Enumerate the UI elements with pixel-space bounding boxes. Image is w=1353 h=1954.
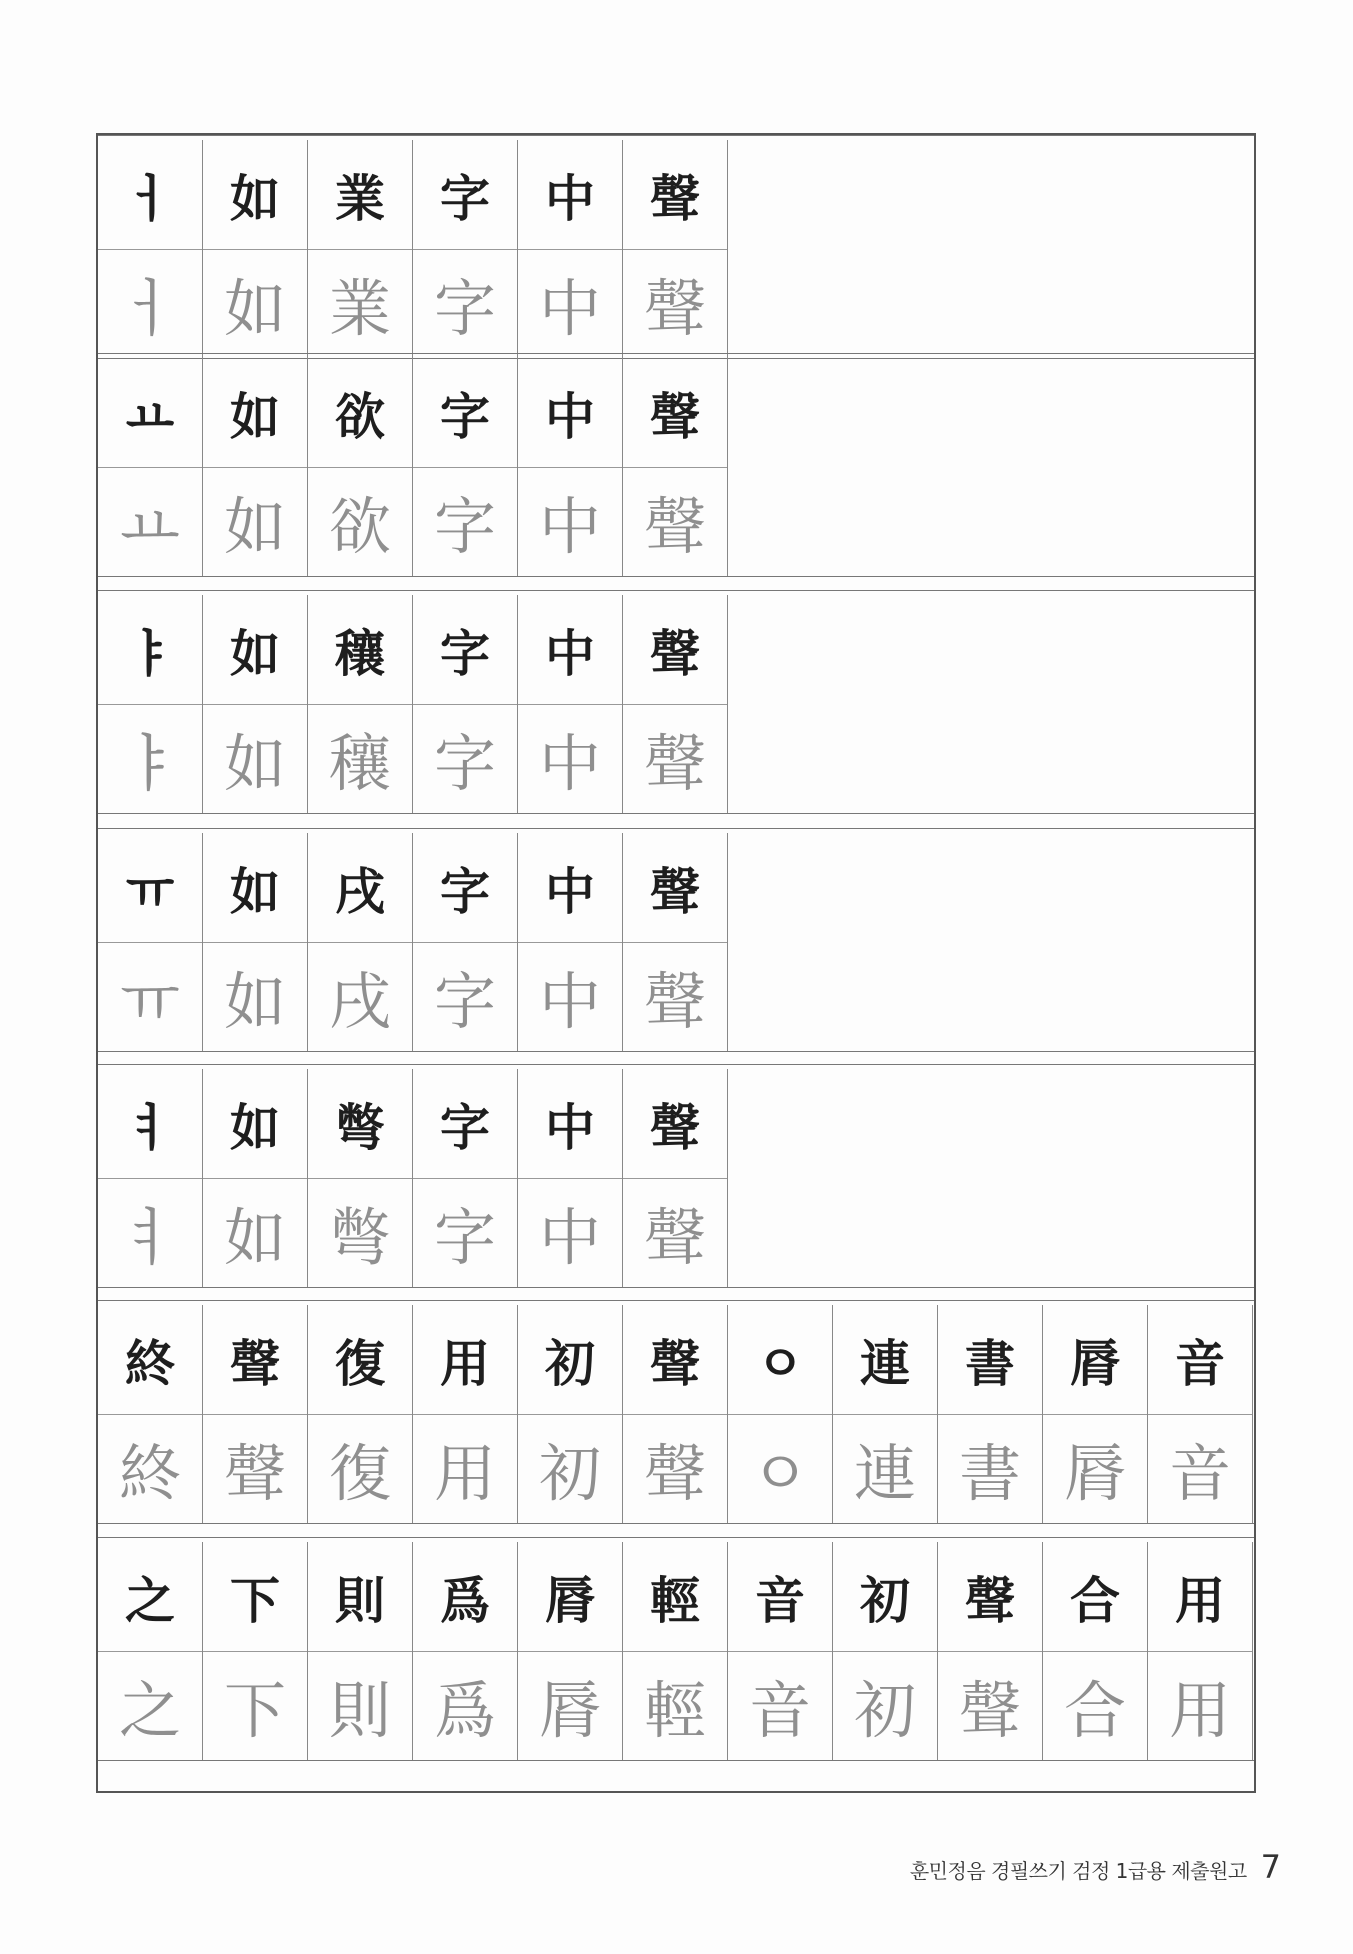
model-character: 下 (203, 1542, 308, 1651)
model-character: 書 (938, 1305, 1043, 1414)
trace-character: ㅑ (98, 704, 203, 813)
model-character: 則 (308, 1542, 413, 1651)
writing-grid-frame (96, 133, 1256, 1793)
trace-character: 音 (728, 1651, 833, 1760)
practice-block (98, 590, 1254, 814)
practice-block (98, 1300, 1254, 1524)
model-character: 音 (1148, 1305, 1253, 1414)
model-character: 聲 (623, 595, 728, 704)
trace-character: 用 (1148, 1651, 1253, 1760)
model-character: 爲 (413, 1542, 518, 1651)
trace-character: 之 (98, 1651, 203, 1760)
page-number: 7 (1260, 1848, 1281, 1886)
trace-character: 初 (518, 1414, 623, 1523)
model-row (98, 1069, 728, 1179)
trace-character: 字 (413, 942, 518, 1051)
model-character: 中 (518, 833, 623, 942)
practice-block (98, 353, 1254, 577)
trace-character: 音 (1148, 1414, 1253, 1523)
trace-row (98, 942, 728, 1051)
model-character: 音 (728, 1542, 833, 1651)
model-character: 如 (203, 358, 308, 467)
model-character: 戌 (308, 833, 413, 942)
trace-character: 字 (413, 467, 518, 576)
trace-character: 則 (308, 1651, 413, 1760)
model-character: 如 (203, 595, 308, 704)
model-character: 聲 (623, 140, 728, 249)
trace-character: 下 (203, 1651, 308, 1760)
model-character: ㅕ (98, 1069, 203, 1178)
trace-character: 如 (203, 467, 308, 576)
trace-character: 書 (938, 1414, 1043, 1523)
trace-character: 中 (518, 942, 623, 1051)
trace-character: 中 (518, 1178, 623, 1287)
model-character: 中 (518, 140, 623, 249)
trace-character: 輕 (623, 1651, 728, 1760)
model-character: ㅛ (98, 358, 203, 467)
trace-character: 中 (518, 704, 623, 813)
trace-character: 初 (833, 1651, 938, 1760)
model-row (98, 140, 728, 250)
model-character: 輕 (623, 1542, 728, 1651)
model-character: 復 (308, 1305, 413, 1414)
model-character: ㅠ (98, 833, 203, 942)
trace-character: 聲 (623, 704, 728, 813)
trace-character: 戌 (308, 942, 413, 1051)
trace-character: ㅕ (98, 1178, 203, 1287)
model-character: ㅑ (98, 595, 203, 704)
model-character: 初 (518, 1305, 623, 1414)
model-character: 用 (413, 1305, 518, 1414)
model-character: 業 (308, 140, 413, 249)
model-character: 字 (413, 140, 518, 249)
trace-row (98, 1414, 1253, 1523)
trace-character: 如 (203, 1178, 308, 1287)
model-character: 合 (1043, 1542, 1148, 1651)
model-character: 連 (833, 1305, 938, 1414)
model-character: 中 (518, 358, 623, 467)
practice-block (98, 1064, 1254, 1288)
trace-character: 脣 (518, 1651, 623, 1760)
trace-character: 聲 (938, 1651, 1043, 1760)
trace-character: 如 (203, 942, 308, 1051)
model-character: 字 (413, 833, 518, 942)
trace-character: ㅠ (98, 942, 203, 1051)
trace-character: 字 (413, 1178, 518, 1287)
model-character: 之 (98, 1542, 203, 1651)
trace-character: 字 (413, 704, 518, 813)
model-character: 如 (203, 140, 308, 249)
trace-character: 如 (203, 704, 308, 813)
model-row (98, 1305, 1253, 1415)
model-row (98, 358, 728, 468)
page-footer (910, 1848, 1281, 1886)
footer-title: 훈민정음 경필쓰기 검정 1급용 제출원고 (909, 1859, 1247, 1883)
trace-character: 中 (518, 467, 623, 576)
trace-character: 中 (518, 249, 623, 358)
model-row (98, 833, 728, 943)
trace-character: ㅓ (98, 249, 203, 358)
model-character: 如 (203, 1069, 308, 1178)
trace-character: 字 (413, 249, 518, 358)
trace-character: 爲 (413, 1651, 518, 1760)
model-character: ㅓ (98, 140, 203, 249)
trace-row (98, 249, 728, 358)
model-character: 聲 (623, 358, 728, 467)
trace-character: 合 (1043, 1651, 1148, 1760)
trace-character: 穰 (308, 704, 413, 813)
trace-character: 聲 (203, 1414, 308, 1523)
model-character: 欲 (308, 358, 413, 467)
model-character: 聲 (623, 1069, 728, 1178)
trace-row (98, 704, 728, 813)
model-character: 聲 (938, 1542, 1043, 1651)
model-character: 聲 (203, 1305, 308, 1414)
model-character: 字 (413, 1069, 518, 1178)
trace-row (98, 1178, 728, 1287)
trace-row (98, 467, 728, 576)
trace-character: 聲 (623, 1414, 728, 1523)
model-character: 脣 (518, 1542, 623, 1651)
model-character: 聲 (623, 833, 728, 942)
trace-character: 復 (308, 1414, 413, 1523)
model-character: 字 (413, 358, 518, 467)
trace-character: 聲 (623, 467, 728, 576)
trace-character: 彆 (308, 1178, 413, 1287)
trace-row (98, 1651, 1253, 1760)
model-character: 中 (518, 1069, 623, 1178)
trace-character: 連 (833, 1414, 938, 1523)
model-character: 穰 (308, 595, 413, 704)
trace-character: 脣 (1043, 1414, 1148, 1523)
trace-character: 終 (98, 1414, 203, 1523)
model-character: 中 (518, 595, 623, 704)
model-character: 初 (833, 1542, 938, 1651)
trace-character: 用 (413, 1414, 518, 1523)
model-row (98, 595, 728, 705)
trace-character: 欲 (308, 467, 413, 576)
trace-character: ㅇ (728, 1414, 833, 1523)
model-character: 如 (203, 833, 308, 942)
trace-character: 聲 (623, 1178, 728, 1287)
trace-character: 如 (203, 249, 308, 358)
practice-block (98, 135, 1254, 359)
trace-character: ㅛ (98, 467, 203, 576)
trace-character: 聲 (623, 249, 728, 358)
model-character: 終 (98, 1305, 203, 1414)
model-row (98, 1542, 1253, 1652)
model-character: 脣 (1043, 1305, 1148, 1414)
practice-block (98, 828, 1254, 1052)
practice-block (98, 1537, 1254, 1761)
model-character: 聲 (623, 1305, 728, 1414)
model-character: 用 (1148, 1542, 1253, 1651)
trace-character: 業 (308, 249, 413, 358)
trace-character: 聲 (623, 942, 728, 1051)
model-character: 字 (413, 595, 518, 704)
model-character: 彆 (308, 1069, 413, 1178)
model-character: ㅇ (728, 1305, 833, 1414)
